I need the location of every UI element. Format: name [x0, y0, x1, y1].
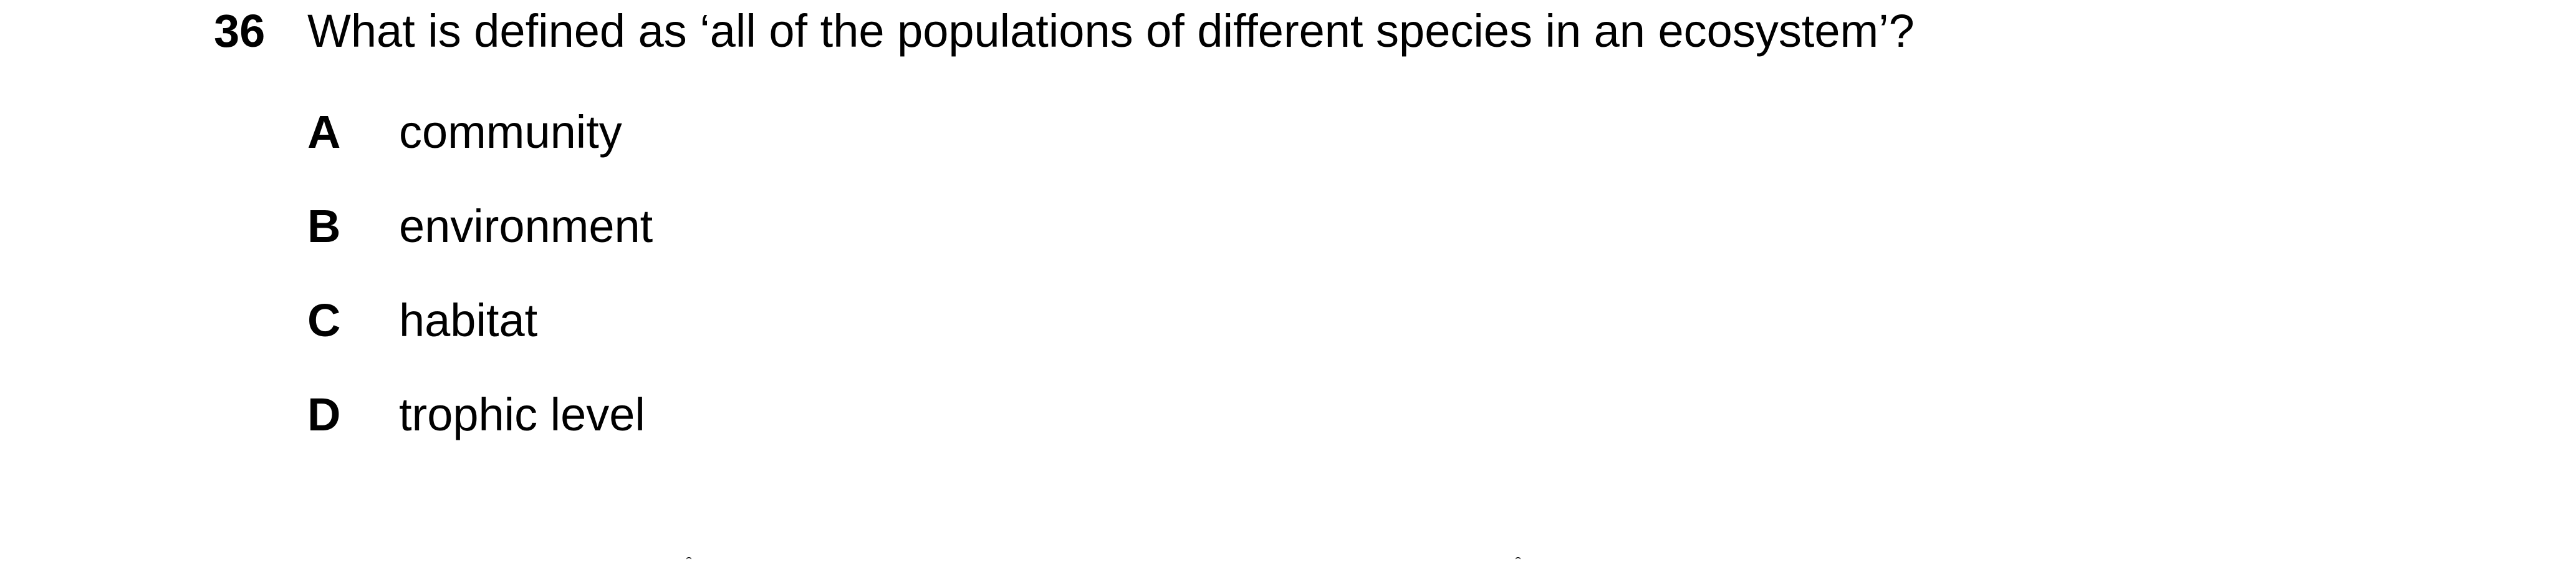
- option-letter: C: [307, 294, 341, 346]
- option-text: trophic level: [399, 389, 645, 440]
- option-b[interactable]: [307, 199, 1242, 254]
- question-number: 36: [214, 5, 266, 57]
- question-text: What is defined as ‘all of the populations of different species in an ecosystem’?: [307, 5, 1915, 57]
- option-d[interactable]: [307, 387, 1242, 442]
- option-text: community: [399, 106, 622, 158]
- option-a[interactable]: [307, 105, 1242, 160]
- cropped-text-fragment: [1516, 557, 1521, 562]
- option-letter: B: [307, 200, 341, 252]
- option-letter: D: [307, 389, 341, 440]
- option-text: environment: [399, 200, 653, 252]
- option-c[interactable]: [307, 293, 1242, 348]
- option-letter: A: [307, 106, 341, 158]
- option-text: habitat: [399, 294, 538, 346]
- cropped-text-fragment: [686, 557, 691, 562]
